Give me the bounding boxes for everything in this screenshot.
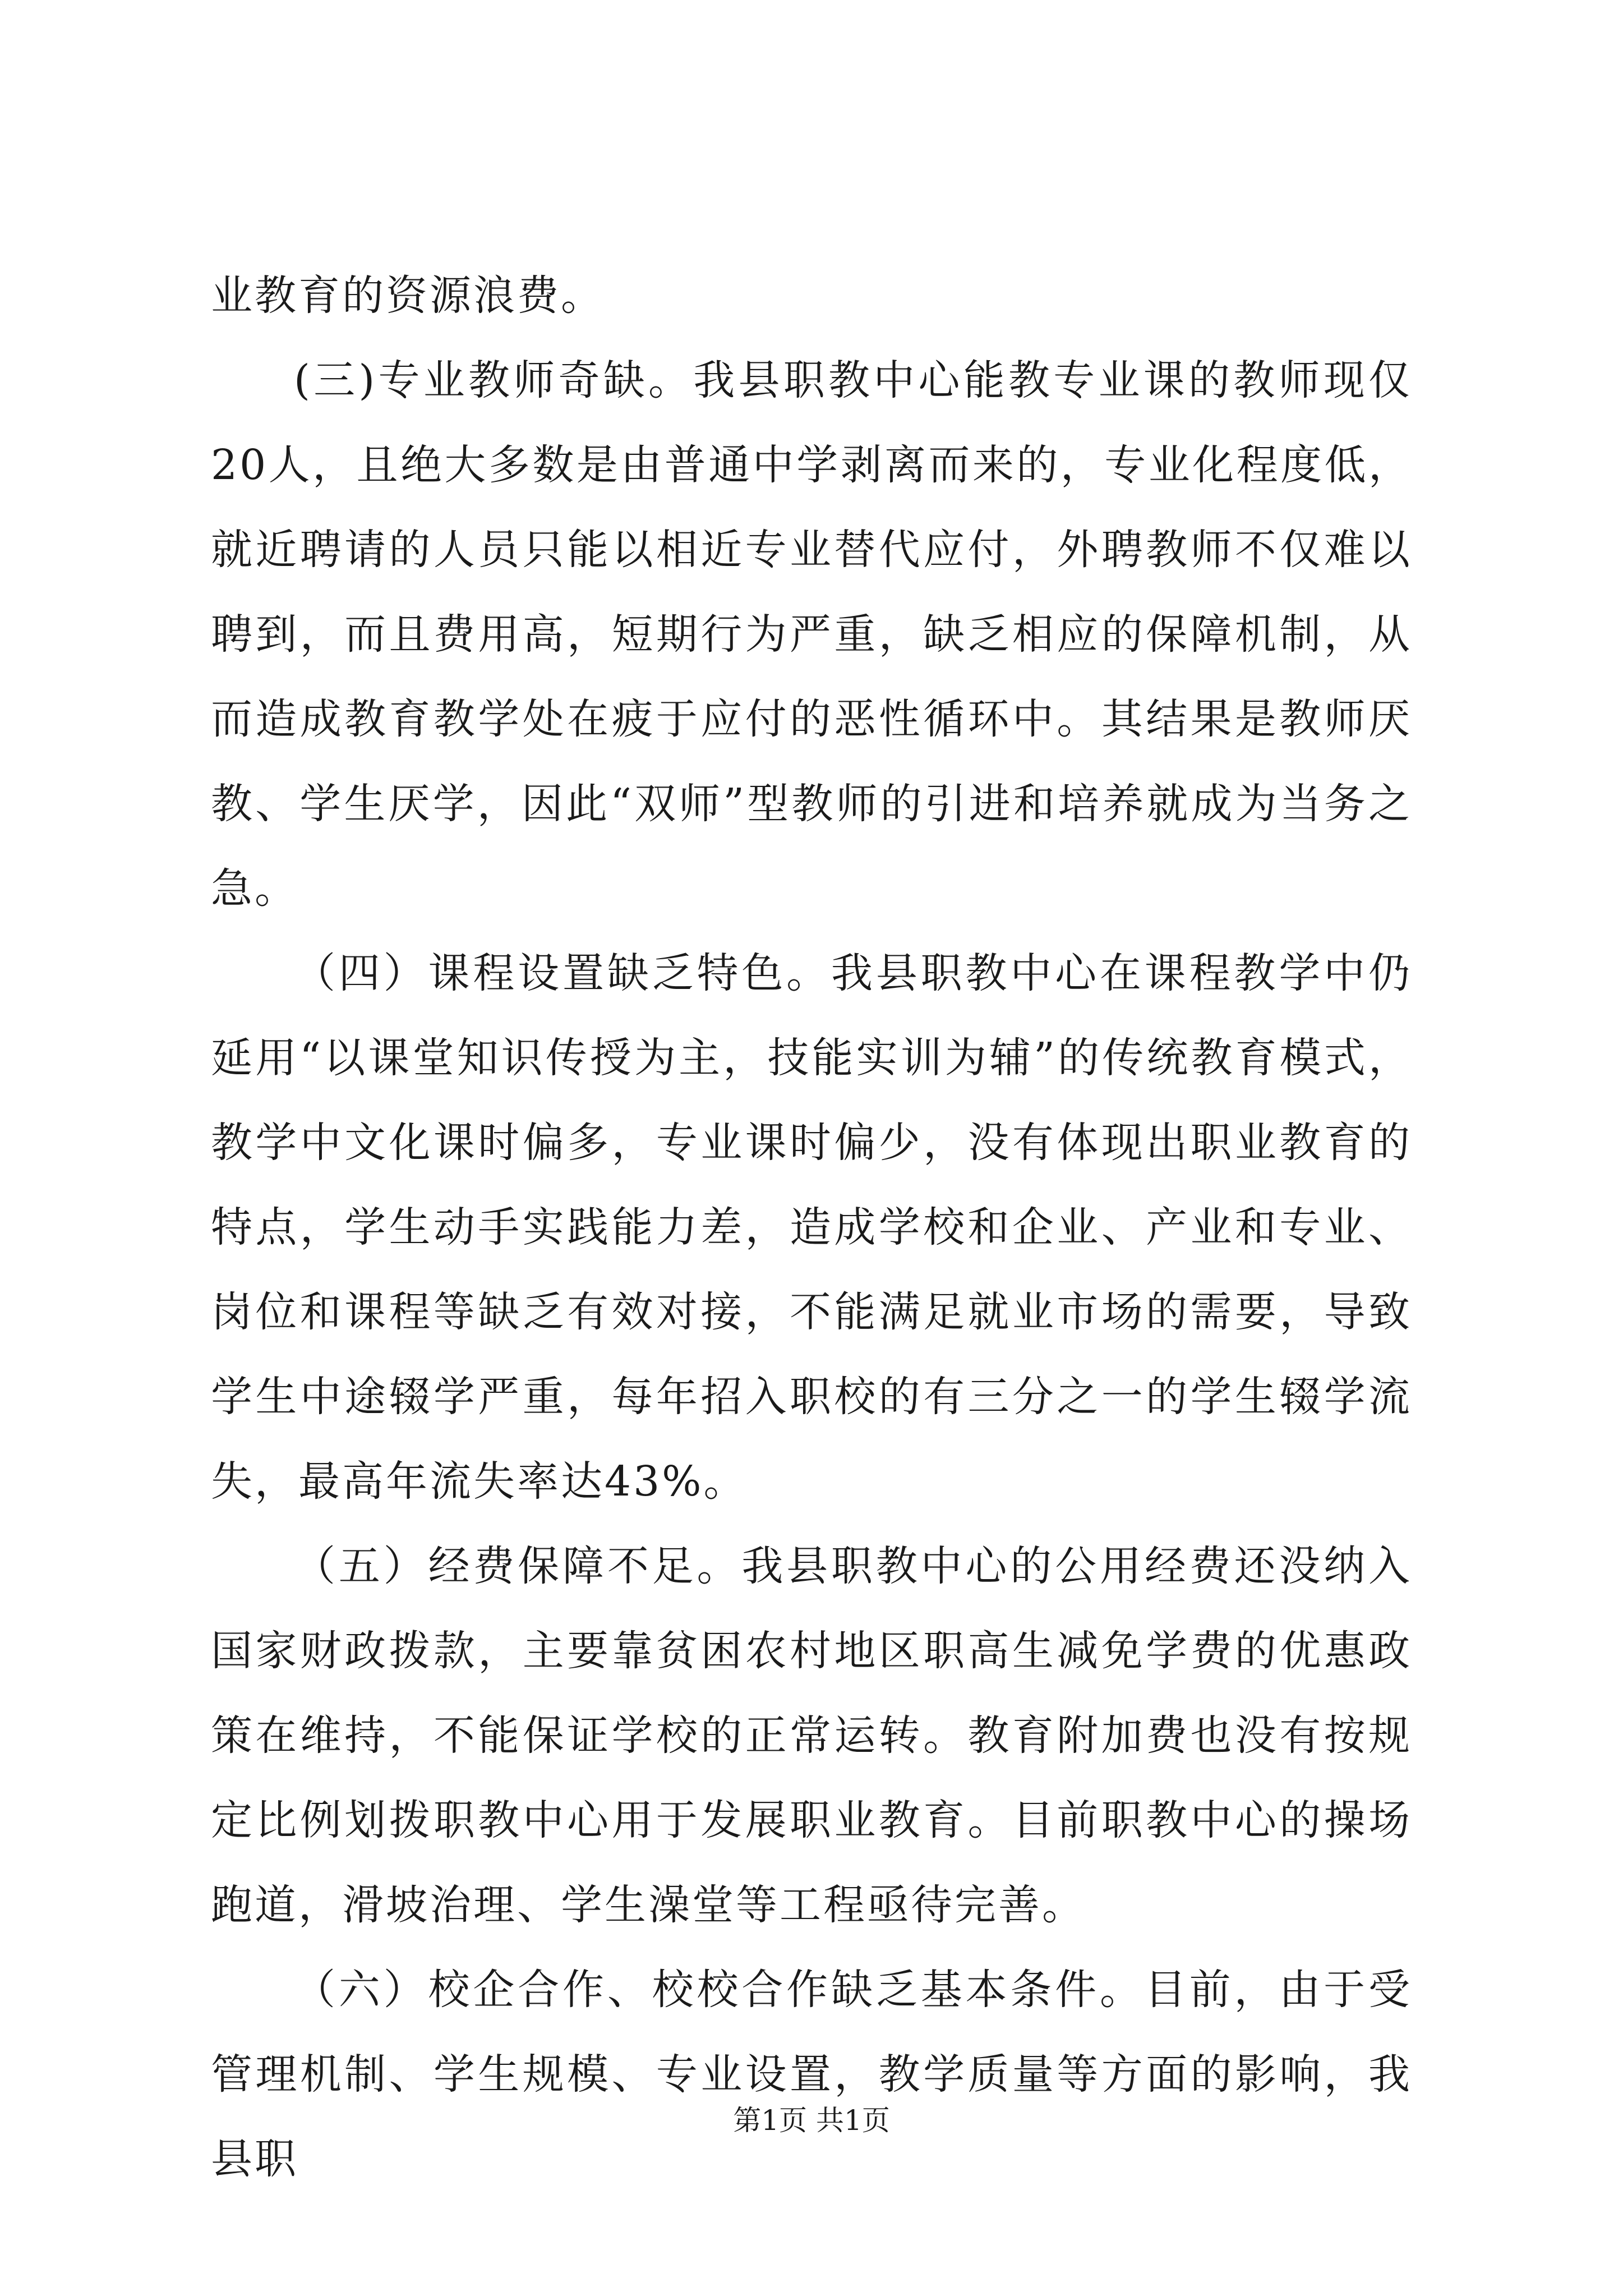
paragraph-section-5: （五）经费保障不足。我县职教中心的公用经费还没纳入国家财政拨款，主要靠贫困农村地区职高生减免学费的优惠政策在维持，不能保证学校的正常运转。教育附加费也没有按规定比例划拨职教中心用于发展职业教育。目前职教中心的操场跑道，滑坡治理、学生澡堂等工程亟待完善。 <box>211 1542 1412 1929</box>
document-body <box>211 254 1412 2202</box>
paragraph-continuation: 业教育的资源浪费。 <box>211 272 605 320</box>
paragraph-section-6: （六）校企合作、校校合作缺乏基本条件。目前，由于受管理机制、学生规模、专业设置，教学质量等方面的影响，我县职 <box>211 1966 1412 2183</box>
paragraph-section-4: （四）课程设置缺乏特色。我县职教中心在课程教学中仍延用“以课堂知识传授为主，技能实训为辅”的传统教育模式，教学中文化课时偏多，专业课时偏少，没有体现出职业教育的特点，学生动手实践能力差，造成学校和企业、产业和专业、岗位和课程等缺乏有效对接，不能满足就业市场的需要，导致学生中途辍学严重，每年招入职校的有三分之一的学生辍学流失，最高年流失率达43%。 <box>211 949 1412 1506</box>
paragraph-section-3: (三)专业教师奇缺。我县职教中心能教专业课的教师现仅20人，且绝大多数是由普通中学剥离而来的，专业化程度低，就近聘请的人员只能以相近专业替代应付，外聘教师不仅难以聘到，而且费用高，短期行为严重，缺乏相应的保障机制，从而造成教育教学处在疲于应付的恶性循环中。其结果是教师厌教、学生厌学，因此“双师”型教师的引进和培养就成为当务之急。 <box>211 356 1412 913</box>
page-footer: 第1页 共1页 <box>733 2104 890 2137</box>
